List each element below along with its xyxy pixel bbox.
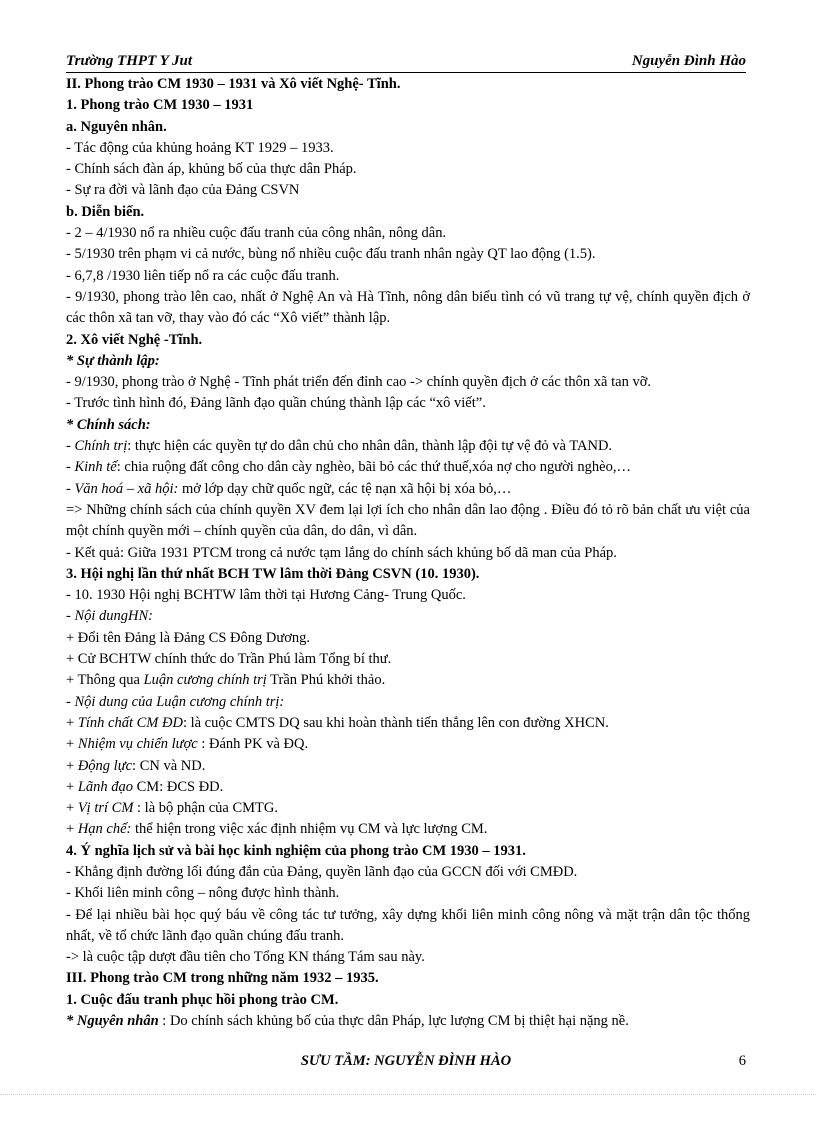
header-author: Nguyễn Đình Hào — [631, 53, 746, 69]
conference-intro: - 10. 1930 Hội nghị BCHTW lâm thời tại Hương Cảng- Trung Quốc. — [66, 587, 466, 604]
thesis-label: Hạn chế: — [77, 821, 132, 838]
header-school: Trường THPT Y Jut — [66, 53, 193, 69]
cause-text: : Do chính sách khủng bố của thực dân Pháp, lực lượng CM bị thiệt hại nặng nề. — [158, 1013, 629, 1030]
conference-item: + Đổi tên Đảng là Đảng CS Đông Dương. — [66, 629, 311, 646]
thesis-text: CM: ĐCS ĐD. — [133, 778, 224, 795]
thesis-heading: - Nội dung của Luận cương chính trị: — [66, 693, 285, 710]
thesis-text: : là cuộc CMTS DQ sau khi hoàn thành tiến thẳng lên con đường XHCN. — [182, 714, 609, 731]
document-body — [66, 74, 750, 1032]
policy-label: - Kinh tế — [66, 459, 117, 476]
policy-label: - Văn hoá – xã hội: — [66, 480, 179, 497]
policy-item-economy — [66, 457, 750, 478]
policy-text: : chia ruộng đất công cho dân cày nghèo, bãi bỏ các thứ thuế,xóa nợ cho người nghèo,… — [116, 459, 631, 476]
policy-label: - Chính trị — [66, 438, 128, 455]
section-ii-heading: II. Phong trào CM 1930 – 1931 và Xô viết Nghệ- Tĩnh. — [66, 76, 401, 92]
cause-heading: a. Nguyên nhân. — [66, 118, 167, 135]
thesis-label: Tính chất CM ĐD — [77, 714, 183, 731]
section-iii-1-heading: 1. Cuộc đấu tranh phục hồi phong trào CM. — [66, 991, 339, 1008]
thesis-item: + Lãnh đạo CM: ĐCS ĐD. — [66, 778, 224, 795]
cause-label: * Nguyên nhân — [66, 1013, 159, 1030]
conference-item: + Cử BCHTW chính thức do Trần Phú làm Tổng bí thư. — [66, 651, 392, 668]
thesis-title-ref: Luận cương chính trị — [143, 672, 267, 689]
thesis-item: + Nhiệm vụ chiến lược : Đánh PK và ĐQ. — [66, 736, 309, 753]
founding-item: - Trước tình hình đó, Đảng lãnh đạo quần chúng thành lập các “xô viết”. — [66, 395, 486, 412]
page-header — [66, 53, 746, 73]
meaning-item: - Khẳng định đường lối đúng đắn của Đảng, quyền lãnh đạo của GCCN đối với CMĐD. — [66, 863, 578, 880]
conference-item-text: + Thông qua — [66, 672, 144, 689]
footer-credit: SƯU TẦM: NGUYỄN ĐÌNH HÀO — [300, 1053, 512, 1069]
policy-text: : thực hiện các quyền tự do dân chủ cho nhân dân, thành lập đội tự vệ đỏ và TAND. — [127, 438, 613, 455]
header-divider — [66, 72, 746, 73]
cause-item: - Tác động của khủng hoảng KT 1929 – 1933. — [66, 139, 334, 156]
page-number: 6 — [738, 1053, 746, 1069]
cause-line — [66, 1011, 750, 1032]
progress-item: - 9/1930, phong trào lên cao, nhất ở Nghệ An và Hà Tĩnh, nông dân biểu tình có vũ trang tự vệ, chính quyền địch ở các thôn xã tan vỡ, thay vào đó các “Xô viết” thành lập. — [66, 288, 750, 327]
result-line: - Kết quả: Giữa 1931 PTCM trong cả nước tạm lắng do chính sách khủng bố dã man của Pháp. — [66, 544, 617, 561]
policy-item-culture — [66, 479, 750, 500]
thesis-label: Nhiệm vụ chiến lược — [77, 736, 198, 753]
founding-heading: * Sự thành lập: — [66, 352, 160, 369]
page-bottom-divider — [0, 1094, 816, 1095]
meaning-item: - Khối liên minh công – nông được hình thành. — [66, 885, 340, 902]
conference-content-heading: - Nội dungHN: — [66, 608, 153, 625]
thesis-item: + Hạn chế: thể hiện trong việc xác định nhiệm vụ CM và lực lượng CM. — [66, 821, 488, 838]
thesis-item: + Tính chất CM ĐD: là cuộc CMTS DQ sau khi hoàn thành tiến thẳng lên con đường XHCN. — [66, 714, 609, 731]
thesis-label: Động lực — [77, 757, 133, 774]
section-iii-heading: III. Phong trào CM trong những năm 1932 – 1935. — [66, 970, 379, 987]
subsection-1-heading: 1. Phong trào CM 1930 – 1931 — [66, 97, 254, 114]
conference-item — [66, 670, 750, 691]
progress-item: - 6,7,8 /1930 liên tiếp nổ ra các cuộc đấu tranh. — [66, 267, 340, 284]
progress-item: - 5/1930 trên phạm vi cả nước, bùng nổ nhiều cuộc đấu tranh nhân ngày QT lao động (1.5). — [66, 246, 596, 263]
cause-item: - Chính sách đàn áp, khủng bố của thực dân Pháp. — [66, 161, 357, 178]
progress-item: - 2 – 4/1930 nổ ra nhiều cuộc đấu tranh của công nhân, nông dân. — [66, 225, 447, 242]
progress-heading: b. Diễn biến. — [66, 203, 145, 220]
page-footer — [66, 1053, 746, 1073]
founding-item: - 9/1930, phong trào ở Nghệ - Tĩnh phát triển đến đỉnh cao -> chính quyền địch ở các thôn xã tan vỡ. — [66, 374, 651, 391]
policy-text: mở lớp dạy chữ quốc ngữ, các tệ nạn xã hội bị xóa bỏ,… — [178, 480, 512, 497]
thesis-text: : là bộ phận của CMTG. — [133, 800, 278, 817]
thesis-text: : Đánh PK và ĐQ. — [197, 736, 309, 753]
thesis-item: + Động lực: CN và ND. — [66, 757, 206, 774]
policy-item-politics — [66, 436, 750, 457]
thesis-text: : CN và ND. — [132, 757, 206, 774]
thesis-text: thể hiện trong việc xác định nhiệm vụ CM và lực lượng CM. — [131, 821, 488, 838]
policy-conclusion: => Những chính sách của chính quyền XV đem lại lợi ích cho nhân dân lao động . Điều đó tỏ rõ bản chất ưu việt của một chính quyền mới – chính quyền của dân, do dân, vì dân. — [66, 501, 750, 540]
meaning-item: -> là cuộc tập dượt đầu tiên cho Tổng KN tháng Tám sau này. — [66, 949, 425, 966]
subsection-3-heading: 3. Hội nghị lần thứ nhất BCH TW lâm thời Đảng CSVN (10. 1930). — [66, 565, 480, 582]
thesis-label: Vị trí CM — [77, 800, 134, 817]
cause-item: - Sự ra đời và lãnh đạo của Đảng CSVN — [66, 182, 300, 199]
subsection-4-heading: 4. Ý nghĩa lịch sử và bài học kinh nghiệm của phong trào CM 1930 – 1931. — [66, 842, 526, 859]
policy-heading: * Chính sách: — [66, 416, 151, 433]
thesis-label: Lãnh đạo — [77, 778, 134, 795]
conference-item-text: Trần Phú khởi thảo. — [266, 672, 386, 689]
thesis-item: + Vị trí CM : là bộ phận của CMTG. — [66, 800, 278, 817]
meaning-item: - Để lại nhiều bài học quý báu về công tác tư tưởng, xây dựng khối liên minh công nông và mặt trận dân tộc thống nhất, về tổ chức lãnh đạo quần chúng đấu tranh. — [66, 906, 750, 944]
subsection-2-heading: 2. Xô viết Nghệ -Tĩnh. — [66, 331, 203, 348]
